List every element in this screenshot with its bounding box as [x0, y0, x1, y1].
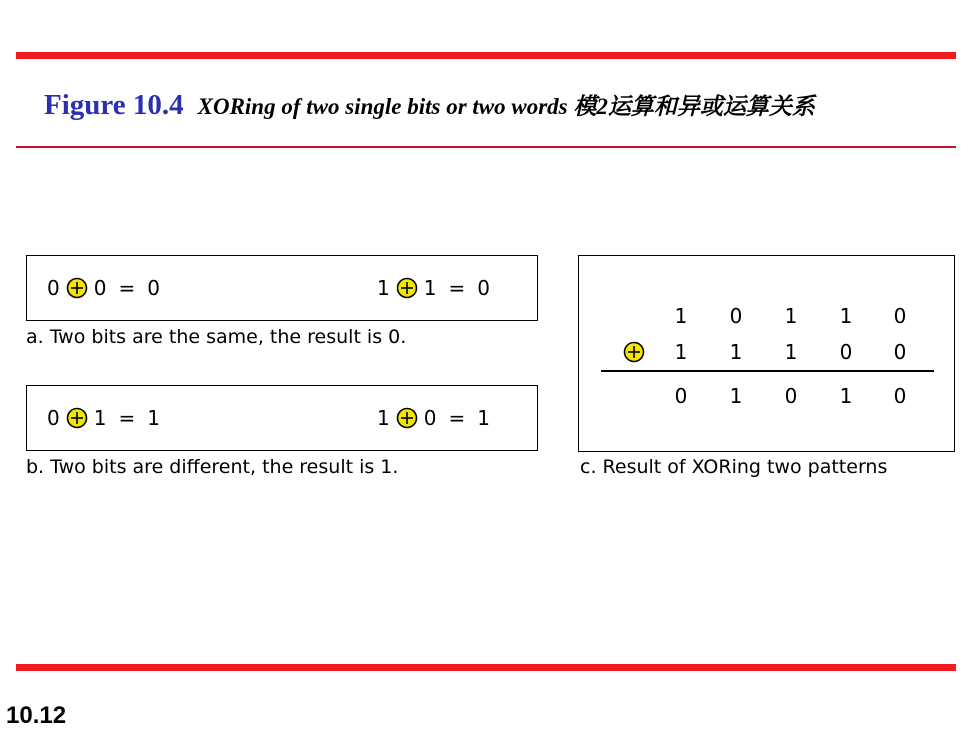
bit: 0 — [839, 340, 853, 364]
operand: 1 — [377, 276, 390, 300]
title-underline — [16, 146, 956, 148]
operand: 0 — [47, 406, 60, 430]
xor-icon — [396, 277, 418, 299]
bit: 0 — [784, 384, 798, 408]
equals-sign: = — [448, 276, 466, 300]
figure-title — [44, 88, 815, 122]
xor-icon — [66, 407, 88, 429]
bit: 0 — [674, 384, 688, 408]
panel-b-left-equation — [47, 406, 160, 430]
panel-c-caption: c. Result of XORing two patterns — [580, 456, 888, 478]
result: 1 — [147, 406, 160, 430]
panel-b-caption: b. Two bits are different, the result is 1. — [26, 456, 399, 478]
bit: 1 — [729, 340, 743, 364]
figure-label: Figure 10.4 — [44, 89, 184, 121]
panel-a-caption: a. Two bits are the same, the result is 0. — [26, 326, 407, 348]
equals-sign: = — [118, 276, 136, 300]
bit: 1 — [674, 304, 688, 328]
bit: 0 — [893, 340, 907, 364]
result: 1 — [477, 406, 490, 430]
top-accent-bar — [16, 52, 956, 59]
panel-a-box — [26, 255, 538, 321]
panel-a-right-equation — [377, 276, 490, 300]
page-number: 10.12 — [6, 702, 67, 729]
figure-caption: XORing of two single bits or two words 模2运算和异或运算关系 — [197, 94, 815, 119]
bottom-accent-bar — [16, 664, 956, 671]
panel-c-box — [578, 255, 955, 452]
equals-sign: = — [448, 406, 466, 430]
xor-icon — [623, 341, 645, 363]
bit-pattern-result-row — [579, 384, 954, 408]
bit-pattern-row-1 — [579, 304, 954, 328]
operand: 1 — [93, 406, 107, 430]
result: 0 — [147, 276, 160, 300]
bit: 1 — [729, 384, 743, 408]
bit: 1 — [784, 304, 798, 328]
result-divider-line — [601, 370, 934, 372]
bit: 1 — [674, 340, 688, 364]
operand: 0 — [423, 406, 437, 430]
operand: 1 — [423, 276, 437, 300]
operand: 0 — [93, 276, 107, 300]
xor-icon — [396, 407, 418, 429]
bit: 1 — [839, 384, 853, 408]
panel-b-box — [26, 385, 538, 451]
panel-a-left-equation — [47, 276, 160, 300]
bit: 1 — [839, 304, 853, 328]
bit-pattern-row-2 — [579, 340, 954, 364]
bit: 0 — [729, 304, 743, 328]
operand: 0 — [47, 276, 60, 300]
bit: 1 — [784, 340, 798, 364]
equals-sign: = — [118, 406, 136, 430]
result: 0 — [477, 276, 490, 300]
xor-icon — [66, 277, 88, 299]
panel-b-right-equation — [377, 406, 490, 430]
operand: 1 — [377, 406, 390, 430]
bit: 0 — [893, 304, 907, 328]
bit: 0 — [893, 384, 907, 408]
